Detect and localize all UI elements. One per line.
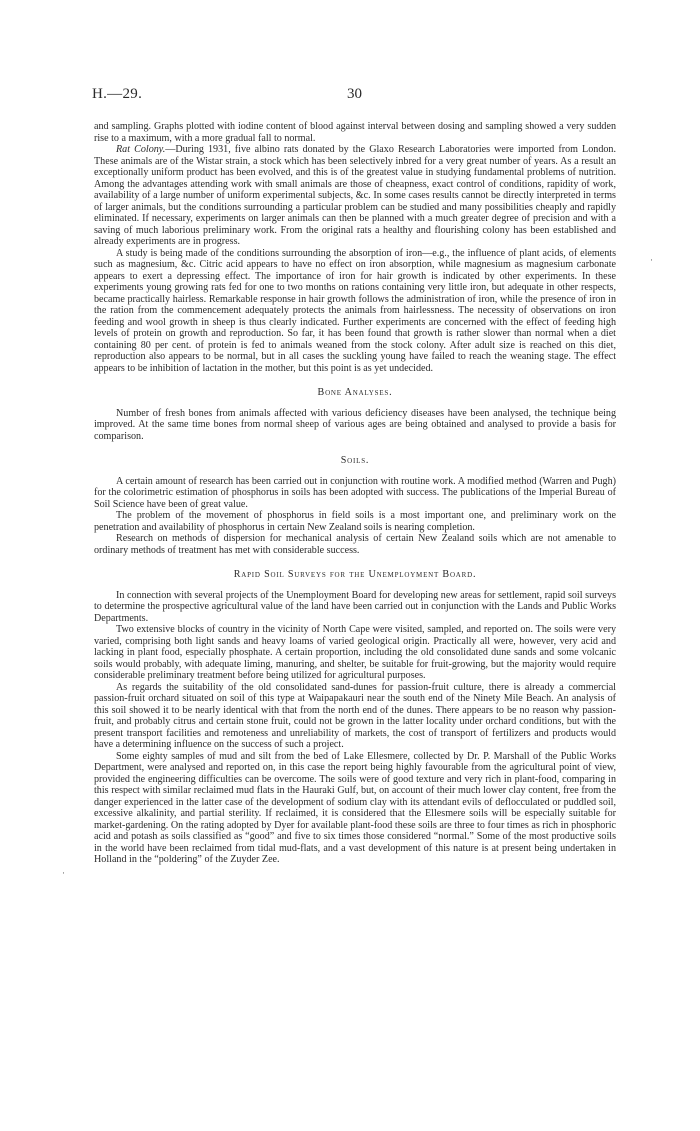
rat-colony-title: Rat Colony. xyxy=(116,144,166,155)
bone-analyses-heading: Bone Analyses. xyxy=(317,387,393,398)
soils-heading: Soils. xyxy=(340,455,370,466)
rapid-surveys-heading: Rapid Soil Surveys for the Unemployment Board. xyxy=(233,569,477,580)
rat-colony-paragraph xyxy=(94,144,616,248)
page-number: 30 xyxy=(347,86,362,102)
soils-paragraph: A certain amount of research has been carried out in conjunction with routine work. A modified method (Warren and Pugh) for the colorimetric estimation of phosphorus in soils has been adopted with success. The publications of the Imperial Bureau of Soil Science have been of great value. xyxy=(94,475,616,510)
rapid-surveys-paragraph: As regards the suitability of the old consolidated sand-dunes for passion-fruit culture, there is already a commercial passion-fruit orchard situated on soil of this type at Waipapakauri near the south end of the Ninety Mile Beach. An analysis of this soil showed it to be nearly identical with that from the north end of the dunes. There appears to be no reason why passion-fruit, and probably citrus and certain stone fruit, could not be grown in the latter locality under orchard conditions, but with the present transport facilities and remoteness and unreliability of markets, the cost of transport of fertilizers and products would have a determining influence on the success of such a project. xyxy=(94,681,616,750)
rapid-surveys-paragraph: Two extensive blocks of country in the vicinity of North Cape were visited, sampled, and reported on. The soils were very varied, comprising both light sands and heavy loams of varied geological origin. Practically all were, however, very acid and lacking in plant food, especially phosphate. A certain proportion, including the old consolidated dune sands and some volcanic soils would probably, with adequate liming, manuring, and shelter, be suitable for fruit-growing, but the majority would require considerable preliminary treatment before being utilized for agricultural purposes. xyxy=(94,624,616,681)
scan-speck: · xyxy=(650,255,653,265)
page-body xyxy=(94,121,616,866)
intro-paragraph: and sampling. Graphs plotted with iodine content of blood against interval between dosing and sampling showed a very sudden rise to a maximum, with a more gradual fall to normal. xyxy=(94,121,616,144)
bone-analyses-paragraph: Number of fresh bones from animals affected with various deficiency diseases have been analysed, the technique being improved. At the same time bones from normal sheep of various ages are being obtained and analysed to provide a basis for comparison. xyxy=(94,407,616,442)
page-header xyxy=(92,86,604,108)
soils-paragraph: The problem of the movement of phosphorus in field soils is a most important one, and preliminary work on the penetration and availability of phosphorus in certain New Zealand soils is nearing completion. xyxy=(94,510,616,533)
scan-speck: · xyxy=(62,868,65,878)
rapid-surveys-paragraph: Some eighty samples of mud and silt from the bed of Lake Ellesmere, collected by Dr. P. Marshall of the Public Works Department, were analysed and reported on, in this case the report being highly favourable from the agricultural point of view, provided the engineering difficulties can be overcome. The soils were of good texture and very rich in plant-food, comparing in this respect with similar reclaimed mud flats in the Hauraki Gulf, but, on account of their much lower clay content, free from the danger experienced in the latter case of the development of sodium clay with its attendant evils of deflocculated or puddled soil, excessive alkalinity, and partial sterility. If reclaimed, it is considered that the Ellesmere soils will be especially suitable for market-gardening. On the rating adopted by Dyer for available plant-food these soils are three to four times as rich in phosphoric acid and potash as soils classified as “good” and five to six times those considered “normal.” Some of the most productive soils in the world have been reclaimed from tidal mud-flats, and a vast development of this nature is at present being undertaken in Holland in the “poldering” of the Zuyder Zee. xyxy=(94,750,616,865)
rapid-surveys-paragraph: In connection with several projects of the Unemployment Board for developing new areas for settlement, rapid soil surveys to determine the prospective agricultural value of the land have been carried out in conjunction with the Lands and Public Works Departments. xyxy=(94,589,616,624)
rat-colony-text: —During 1931, five albino rats donated by the Glaxo Research Laboratories were imported from London. These animals are of the Wistar strain, a stock which has been selectively inbred for a very great number of years. As a result an exceptionally uniform product has been evolved, and this is of the greatest value in studying fundamental problems of nutrition. Among the advantages attending work with small animals are those of cheapness, exact control of conditions, rapidity of work, availability of a large number of uniform experimental subjects, &c. In some cases results cannot be directly interpreted in terms of larger animals, but the conditions surrounding a particular problem can be studied and many possibilities cheaply and rapidly eliminated. If necessary, experiments on larger animals can then be planned with a much greater degree of precision and with a saving of much laborious preliminary work. From the original rats a healthy and flourishing colony has been established and already experiments are in progress. xyxy=(94,144,616,247)
soils-paragraph: Research on methods of dispersion for mechanical analysis of certain New Zealand soils which are not amenable to ordinary methods of treatment has met with considerable success. xyxy=(94,533,616,556)
iron-study-paragraph: A study is being made of the conditions surrounding the absorption of iron—e.g., the influence of plant acids, of elements such as magnesium, &c. Citric acid appears to have no effect on iron absorption, while magnesium as magnesium carbonate appears to exert a depressing effect. The importance of iron for hair growth is indicated by other experiments. In these experiments young growing rats fed for one to two months on rations containing very little iron, but adequate in other respects, became practically hairless. Remarkable response in hair growth follows the administration of iron, while the presence of iron in the ration from the commencement adequately protects the animals from hairlessness. The necessity of observations on iron feeding and wool growth in sheep is thus clearly indicated. Further experiments are concerned with the effect of feeding high levels of protein on growth and reproduction. So far, it has been found that growth is rather slower than normal when a diet containing 80 per cent. of protein is fed to animals weaned from the stock colony. After adult size is reached on this diet, reproduction also appears to be normal, but in all cases the suckling young have failed to reach the weaning stage. The effect appears to be inhibition of lactation in the mother, but this point is as yet undecided. xyxy=(94,247,616,374)
document-reference: H.—29. xyxy=(92,86,143,102)
